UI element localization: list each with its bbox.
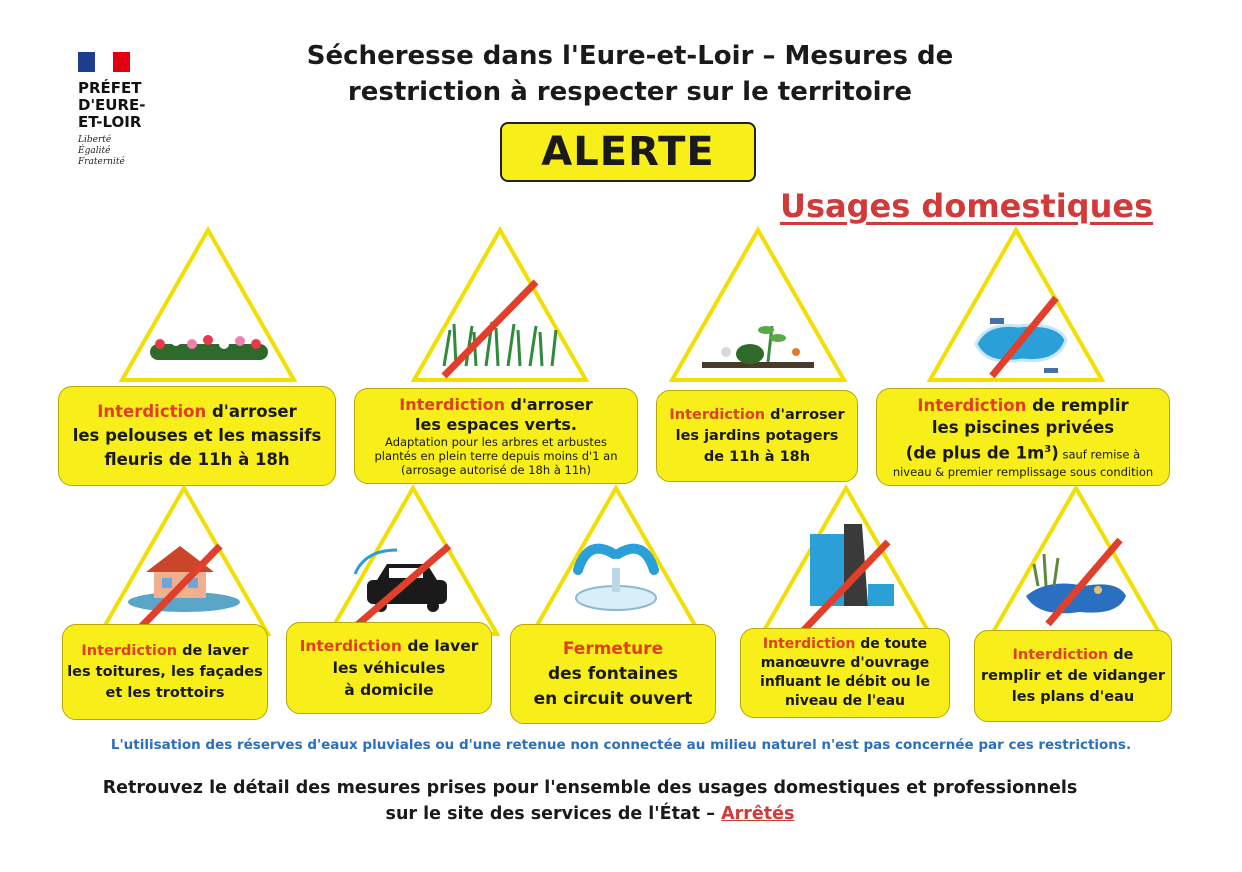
arretes-link[interactable]: Arrêtés — [721, 804, 795, 824]
section-title: Usages domestiques — [780, 187, 1154, 225]
french-flag-icon — [78, 52, 130, 72]
restriction-card-fountains: Fermeture des fontaines en circuit ouvert — [510, 624, 716, 724]
warning-triangle — [118, 226, 298, 384]
warning-triangle — [926, 226, 1106, 384]
restriction-card-roofs: Interdiction de laver les toitures, les façades et les trottoirs — [62, 624, 268, 720]
restriction-card-vehicles: Interdiction de laver les véhicules à domicile — [286, 622, 492, 714]
footer-text: Retrouvez le détail des mesures prises pour l'ensemble des usages domestiques et professionnels sur le site des services de l'État – Arrêtés — [102, 778, 1078, 824]
restriction-card-pools: Interdiction de remplir les piscines privées (de plus de $1m^3$) sauf remise à niveau & premier remplissage sous condition — [876, 388, 1170, 486]
warning-triangle — [96, 484, 272, 638]
warning-triangle — [410, 226, 590, 384]
prefect-name: PRÉFET D'EURE- ET-LOIR — [78, 79, 146, 131]
restriction-card-green-spaces: Interdiction d'arroser les espaces verts. Adaptation pour les arbres et arbustes plantés en plein terre depuis moins d'1 an (arrosage autorisé de 18h à 11h) — [354, 388, 638, 484]
republic-motto: Liberté Égalité Fraternité — [78, 135, 125, 167]
restriction-card-vegetable-gardens: Interdiction d'arroser les jardins potagers de 11h à 18h — [656, 390, 858, 482]
page-title: Sécheresse dans l'Eure-et-Loir – Mesures de restriction à respecter sur le territoire — [306, 41, 954, 107]
restriction-card-structures: Interdiction de toute manœuvre d'ouvrage influant le débit ou le niveau de l'eau — [740, 628, 950, 718]
alert-level-badge: ALERTE — [500, 122, 756, 182]
warning-triangle — [528, 484, 704, 638]
warning-triangle — [758, 484, 934, 638]
warning-triangle — [668, 226, 848, 384]
restriction-card-lawns: Interdiction d'arroser les pelouses et les massifs fleuris de 11h à 18h — [58, 386, 336, 486]
prefecture-logo — [78, 52, 188, 168]
rainwater-note: L'utilisation des réserves d'eaux pluviales ou d'une retenue non connectée au milieu naturel n'est pas concernée par ces restrictions. — [110, 737, 1132, 753]
warning-triangle — [988, 484, 1164, 638]
restriction-card-ponds: Interdiction de remplir et de vidanger les plans d'eau — [974, 630, 1172, 722]
warning-triangle — [325, 484, 501, 638]
